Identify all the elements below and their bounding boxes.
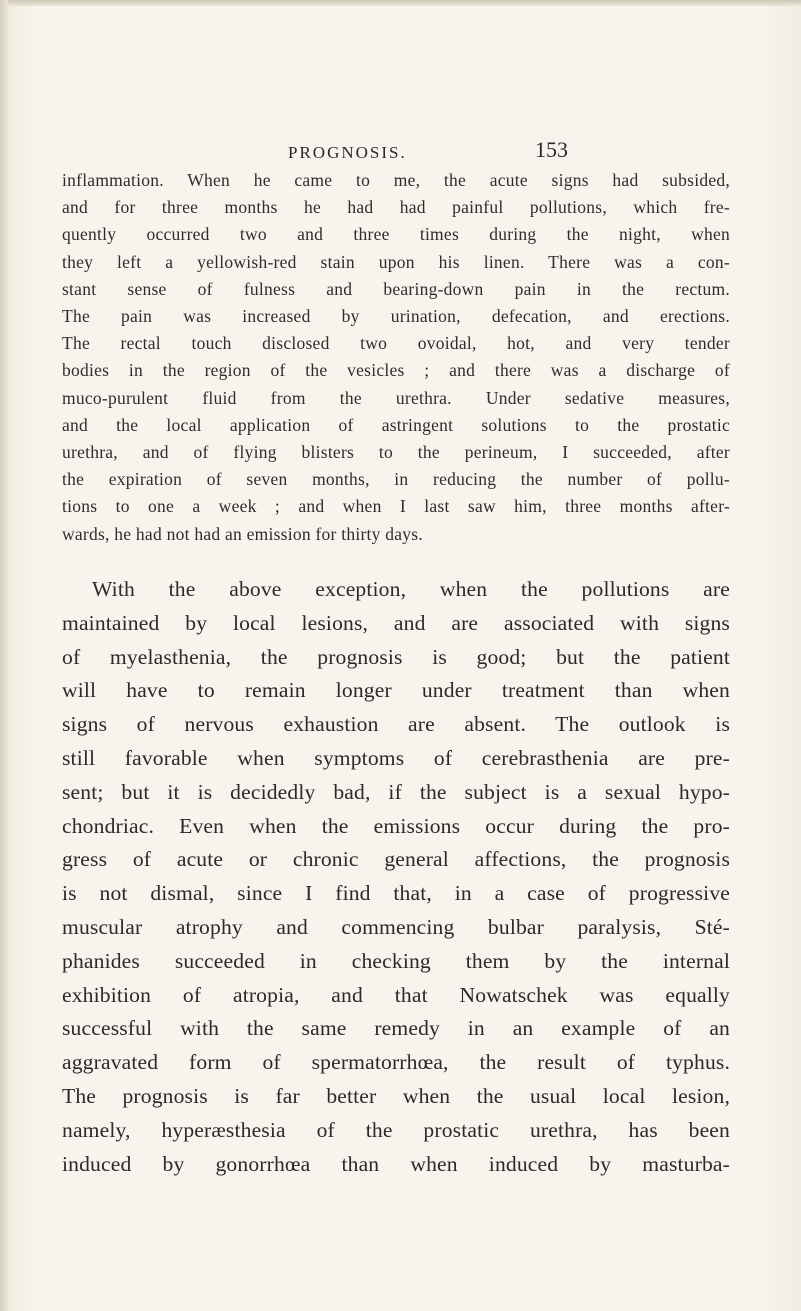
text-line: stant sense of fulness and bearing-down pain in the rectum. (62, 278, 730, 299)
text-line: bodies in the region of the vesicles ; and there was a discharge of (62, 360, 730, 381)
text-line: quently occurred two and three times during the night, when (62, 224, 730, 245)
text-line: aggravated form of spermatorrhœa, the result of typhus. (62, 1050, 730, 1075)
text-line: and the local application of astringent solutions to the prostatic (62, 414, 730, 435)
text-line: namely, hyperæsthesia of the prostatic urethra, has been (62, 1117, 730, 1142)
text-line: and for three months he had had painful pollutions, which fre- (62, 197, 730, 218)
text-line: urethra, and of flying blisters to the perineum, I succeeded, after (62, 442, 730, 463)
running-head-title: PROGNOSIS. (288, 143, 407, 162)
prognosis-paragraph (62, 573, 730, 1181)
text-line: The rectal touch disclosed two ovoidal, hot, and very tender (62, 333, 730, 354)
text-line: sent; but it is decidedly bad, if the subject is a sexual hypo- (62, 779, 730, 804)
text-line: The prognosis is far better when the usual local lesion, (62, 1083, 730, 1108)
text-line: chondriac. Even when the emissions occur during the pro- (62, 813, 730, 838)
text-line: will have to remain longer under treatment than when (62, 678, 730, 703)
text-line: tions to one a week ; and when I last saw him, three months after- (62, 496, 730, 517)
text-line: of myelasthenia, the prognosis is good; but the patient (62, 644, 730, 669)
text-line: the expiration of seven months, in reducing the number of pollu- (62, 469, 730, 490)
page-number: 153 (535, 137, 568, 162)
text-line: signs of nervous exhaustion are absent. The outlook is (62, 712, 730, 737)
text-line: phanides succeeded in checking them by the internal (62, 948, 730, 973)
text-line: muco-purulent fluid from the urethra. Under sedative measures, (62, 387, 730, 408)
page-gutter-shadow (0, 0, 8, 1311)
text-line: successful with the same remedy in an example of an (62, 1016, 730, 1041)
text-line: they left a yellowish-red stain upon his linen. There was a con- (62, 251, 730, 272)
text-line: induced by gonorrhœa than when induced by masturba- (62, 1151, 730, 1176)
running-head (288, 137, 668, 167)
text-line: is not dismal, since I find that, in a case of progressive (62, 881, 730, 906)
text-line: maintained by local lesions, and are associated with signs (62, 610, 730, 635)
text-line: still favorable when symptoms of cerebrasthenia are pre- (62, 745, 730, 770)
text-line: With the above exception, when the pollutions are (92, 577, 730, 601)
case-report-paragraph (62, 167, 730, 548)
text-line: gress of acute or chronic general affections, the prognosis (62, 847, 730, 872)
text-line: exhibition of atropia, and that Nowatschek was equally (62, 982, 730, 1007)
text-line: inflammation. When he came to me, the acute signs had subsided, (62, 170, 730, 190)
text-line: The pain was increased by urination, defecation, and erections. (62, 306, 730, 327)
text-line: wards, he had not had an emission for thirty days. (62, 523, 423, 544)
text-line: muscular atrophy and commencing bulbar paralysis, Sté- (62, 914, 730, 939)
page-top-edge (0, 0, 801, 6)
